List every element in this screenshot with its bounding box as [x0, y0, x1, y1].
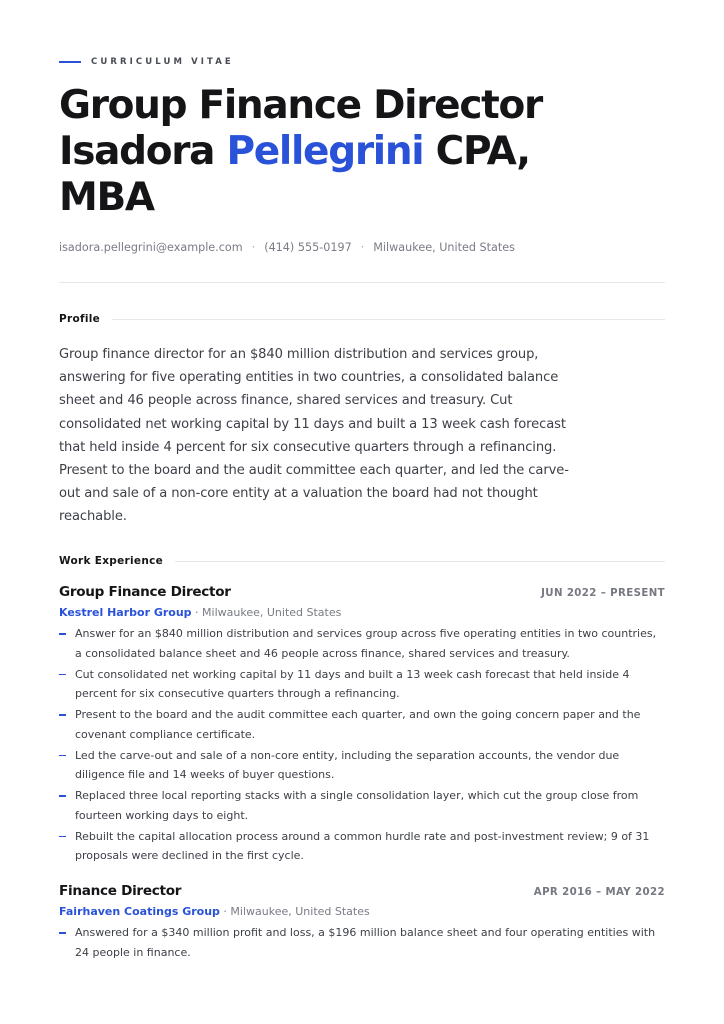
- list-item: [59, 665, 665, 704]
- job-bullets: [59, 923, 665, 962]
- job-location: · Milwaukee, United States: [195, 606, 342, 619]
- job-company: Kestrel Harbor Group: [59, 606, 192, 619]
- page-title: [59, 83, 665, 221]
- section-rule: [175, 561, 665, 562]
- list-item: [59, 827, 665, 866]
- header-divider: [59, 282, 665, 283]
- list-item: [59, 786, 665, 825]
- eyebrow: [59, 56, 234, 68]
- bullet-dash-icon: [59, 755, 66, 757]
- job-location: · Milwaukee, United States: [223, 905, 370, 918]
- job-dates: APR 2016 – MAY 2022: [533, 887, 665, 898]
- bullet-text: Answer for an $840 million distribution and services group across five operating entities in two countries, a consolidated balance sheet and 46 people across finance, shared services and treasury.: [75, 627, 657, 660]
- bullet-dash-icon: [59, 674, 66, 676]
- list-item: [59, 746, 665, 785]
- bullet-dash-icon: [59, 633, 66, 635]
- bullet-text: Present to the board and the audit committee each quarter, and own the going concern paper and the covenant compliance certificate.: [75, 708, 641, 741]
- section-label: Work Experience: [59, 555, 164, 567]
- job-title-headline: Group Finance Director: [59, 83, 542, 128]
- section-heading-experience: [59, 554, 665, 568]
- bullet-text: Answered for a $340 million profit and loss, a $196 million balance sheet and four operating entities with 24 people in finance.: [75, 926, 656, 959]
- job-title: Finance Director: [59, 883, 182, 899]
- eyebrow-rule: [59, 61, 81, 63]
- job-entry: [59, 584, 665, 867]
- job-company: Fairhaven Coatings Group: [59, 905, 220, 918]
- bullet-text: Cut consolidated net working capital by 11 days and built a 13 week cash forecast that held inside 4 percent for six consecutive quarters through a refinancing.: [75, 667, 630, 700]
- job-title: Group Finance Director: [59, 584, 231, 600]
- list-item: [59, 923, 665, 962]
- contact-email[interactable]: isadora.pellegrini@example.com: [59, 241, 243, 254]
- contact-phone[interactable]: (414) 555-0197: [264, 241, 352, 254]
- section-rule: [112, 319, 665, 320]
- job-dates: JUN 2022 – PRESENT: [541, 588, 665, 599]
- eyebrow-label: CURRICULUM VITAE: [91, 57, 234, 67]
- job-bullets: [59, 624, 665, 866]
- bullet-text: Replaced three local reporting stacks with a single consolidation layer, which cut the group close from fourteen working days to eight.: [75, 789, 639, 822]
- bullet-dash-icon: [59, 932, 66, 934]
- contact-line: [59, 241, 515, 254]
- list-item: [59, 624, 665, 663]
- name-suffix: CPA,: [435, 129, 530, 174]
- job-entry: [59, 883, 665, 964]
- name-suffix-2: MBA: [59, 175, 154, 220]
- bullet-dash-icon: [59, 836, 66, 838]
- section-heading-profile: [59, 312, 665, 326]
- contact-location: Milwaukee, United States: [373, 241, 515, 254]
- section-label: Profile: [59, 313, 101, 325]
- contact-separator: ·: [251, 241, 256, 254]
- bullet-dash-icon: [59, 714, 66, 716]
- name-first: Isadora: [59, 129, 215, 174]
- contact-separator: ·: [360, 241, 365, 254]
- bullet-text: Rebuilt the capital allocation process around a common hurdle rate and post-investment review; 9 of 31 proposals were declined in the first cycle.: [75, 829, 650, 862]
- list-item: [59, 705, 665, 744]
- profile-summary: Group finance director for an $840 million distribution and services group, answering for five operating entities in two countries, a consolidated balance sheet and 46 people across finance, shared services and treasury. Cut consolidated net working capital by 11 days and built a 13 week cash forecast that held inside 4 percent for six consecutive quarters through a refinancing. Present to the board and the audit committee each quarter, and led the carve-out and sale of a non-core entity at a valuation the board had not thought reachable.: [59, 347, 569, 525]
- bullet-text: Led the carve-out and sale of a non-core entity, including the separation accounts, the vendor due diligence file and 14 weeks of buyer questions.: [75, 748, 620, 781]
- bullet-dash-icon: [59, 795, 66, 797]
- name-accent: Pellegrini: [226, 129, 424, 174]
